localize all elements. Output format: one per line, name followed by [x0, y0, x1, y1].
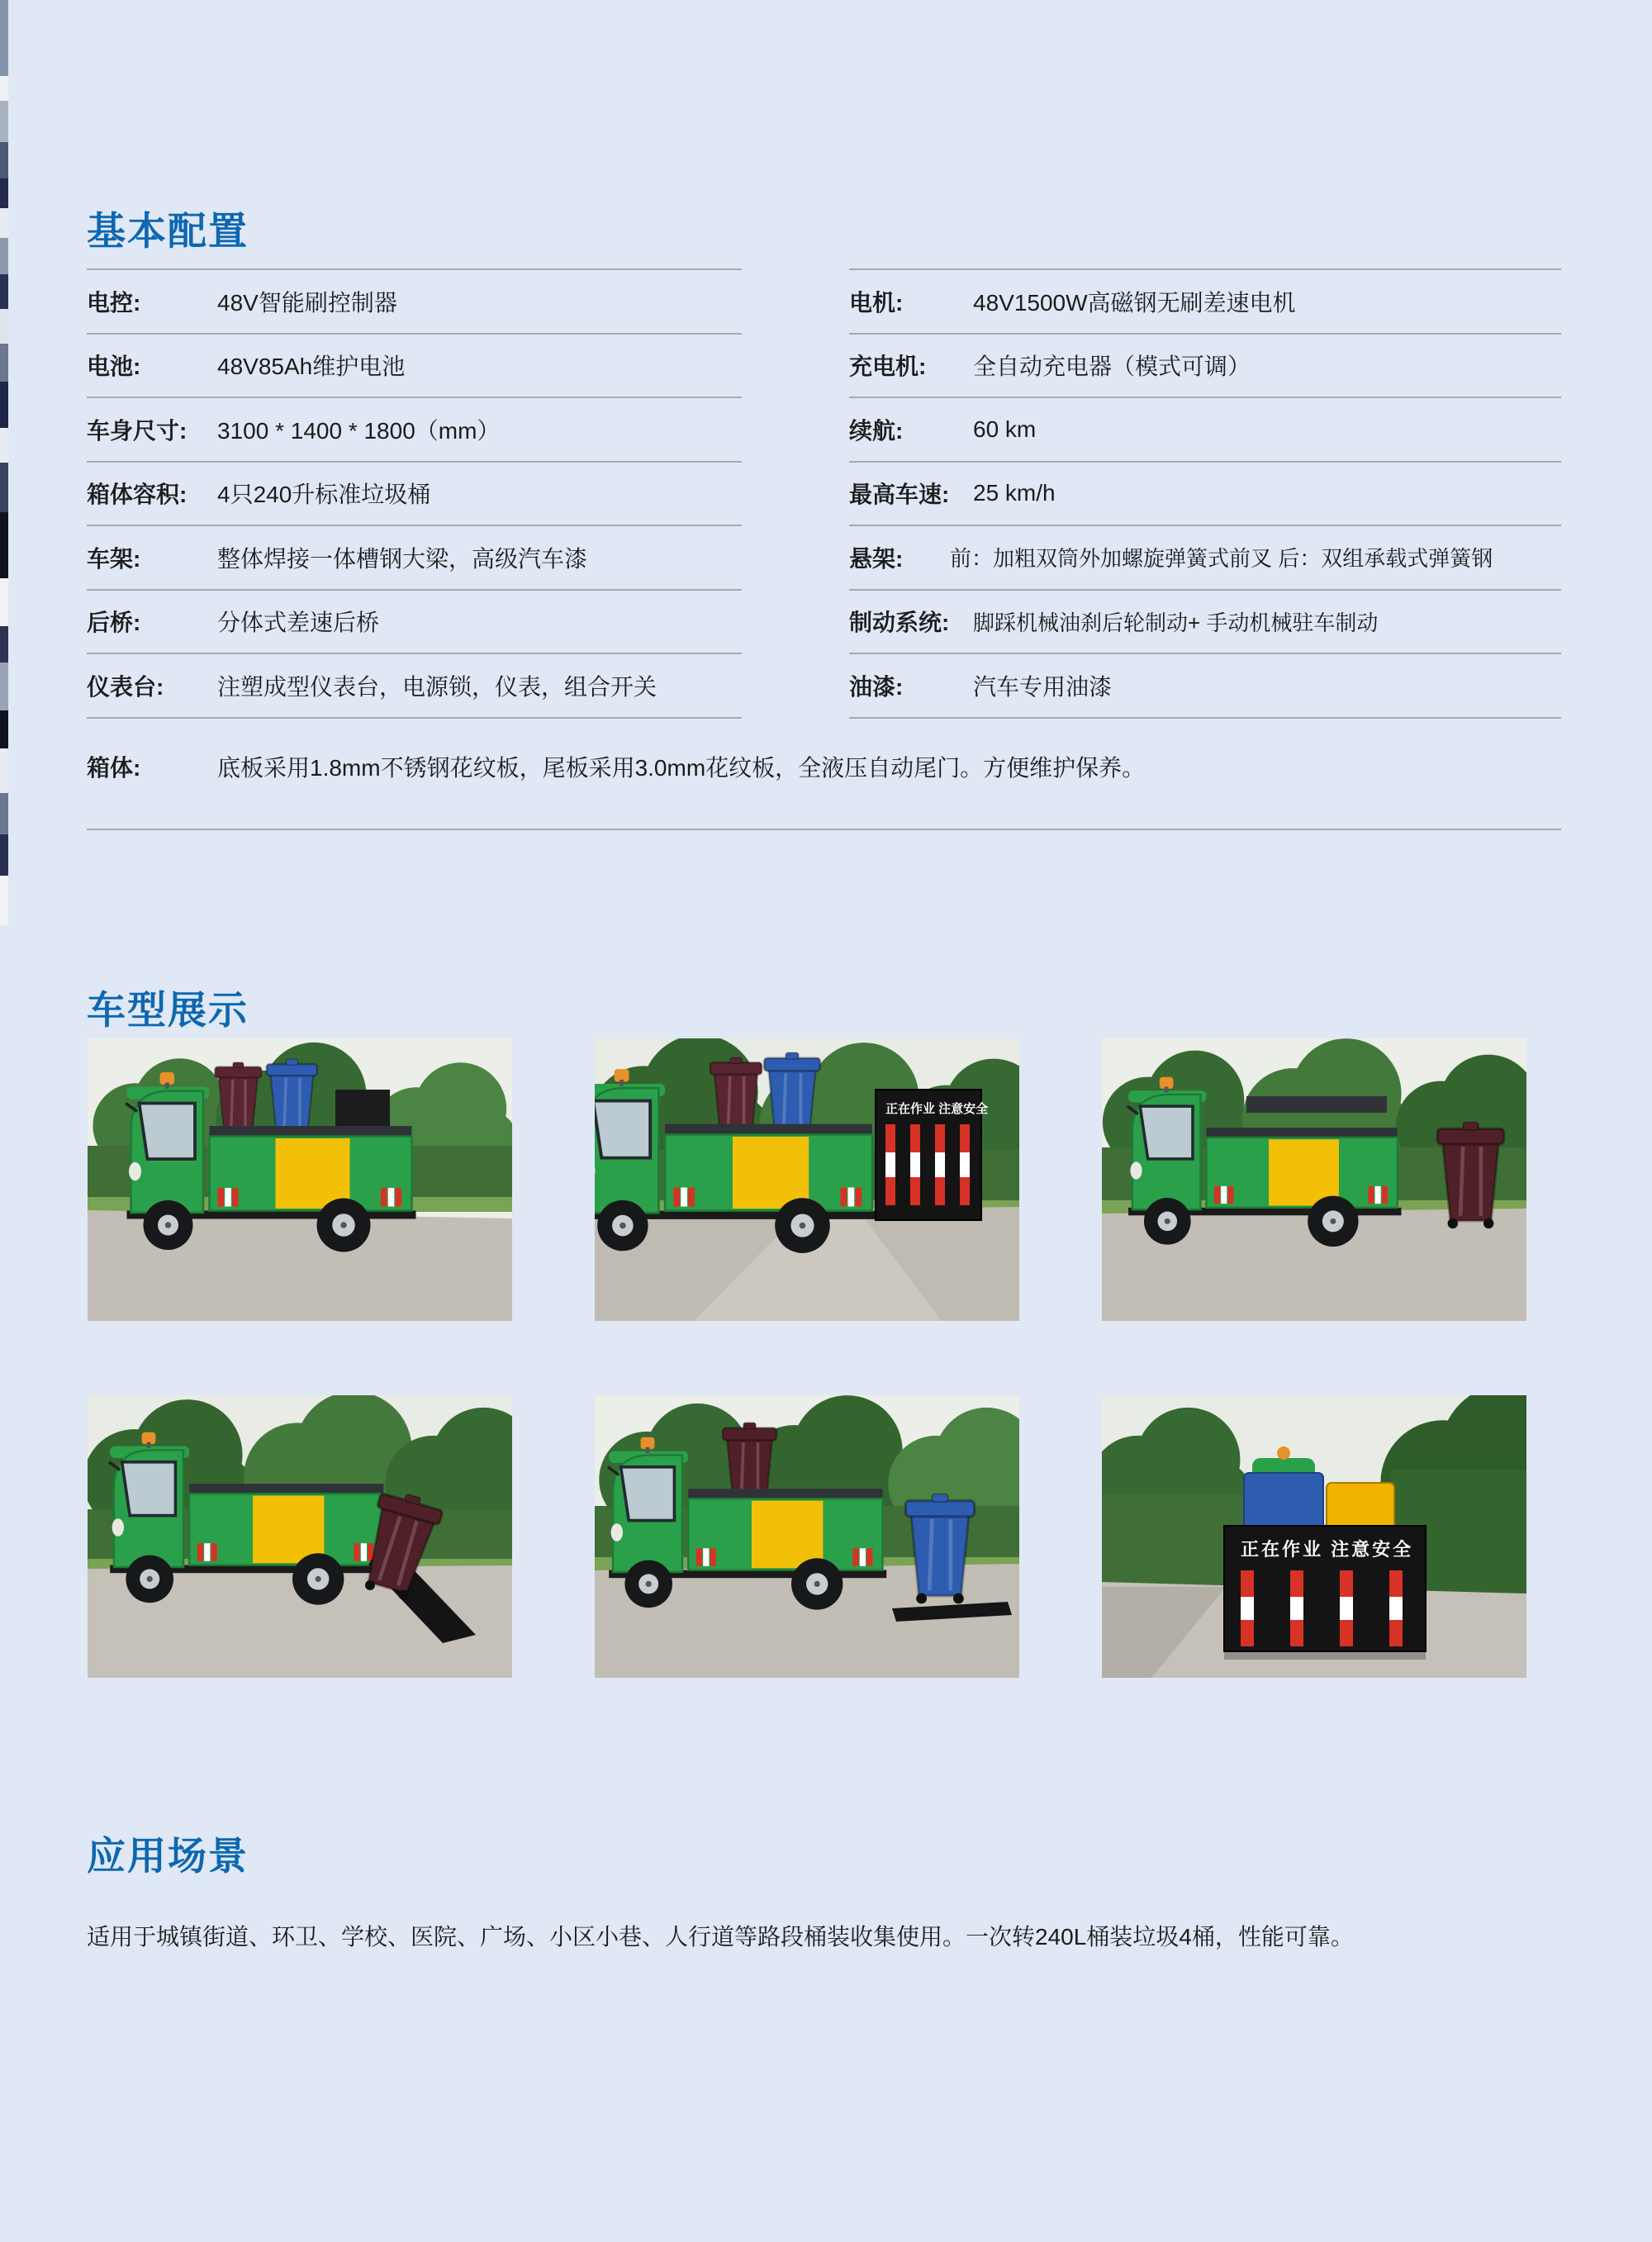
left-edge-segment: [0, 101, 8, 142]
basic-config-title: 基本配置: [87, 209, 249, 253]
application-title: 应用场景: [87, 1834, 249, 1878]
left-edge-segment: [0, 238, 8, 274]
spec-label: 油漆:: [849, 673, 904, 700]
left-edge-segment: [0, 626, 8, 663]
spec-row-range: [849, 397, 1561, 461]
spec-value: 脚踩机械油刹后轮制动+ 手动机械驻车制动: [973, 610, 1379, 635]
spec-label: 后桥:: [87, 610, 141, 636]
left-edge-segment: [0, 710, 8, 748]
spec-value: 48V智能刷控制器: [217, 289, 397, 316]
spec-value: 3100 * 1400 * 1800（mm）: [217, 417, 501, 444]
left-edge-strip: [0, 0, 8, 2242]
spec-row-cargo-box: [87, 719, 1561, 830]
spec-value: 25 km/h: [973, 480, 1056, 506]
spec-table-right-column: [849, 268, 1561, 719]
spec-label: 箱体容积:: [87, 482, 188, 508]
warning-tailboard: [1224, 1526, 1426, 1651]
vehicle-photo-4: [88, 1395, 512, 1678]
vehicle-photo-6: [1102, 1395, 1526, 1678]
spec-row-motor: [849, 268, 1561, 333]
spec-row-dimensions: [87, 397, 742, 461]
left-edge-segment: [0, 309, 8, 344]
spec-row-suspension: [849, 525, 1561, 589]
spec-row-charger: [849, 333, 1561, 397]
spec-row-dashboard: [87, 653, 742, 719]
spec-label: 续航:: [849, 417, 904, 444]
spec-label: 最高车速:: [849, 482, 950, 508]
vehicle-photo-3: [1102, 1038, 1526, 1321]
left-edge-segment: [0, 463, 8, 512]
spec-value: 4只240升标准垃圾桶: [217, 482, 431, 508]
left-edge-segment: [0, 834, 8, 876]
spec-row-rear-axle: [87, 589, 742, 653]
spec-row-top-speed: [849, 461, 1561, 525]
spec-value: 全自动充电器（模式可调）: [973, 354, 1251, 380]
spec-value: 整体焊接一体槽钢大梁，高级汽车漆: [217, 545, 588, 572]
left-edge-segment: [0, 178, 8, 208]
left-edge-segment: [0, 76, 8, 101]
spec-value: 48V1500W高磁钢无刷差速电机: [973, 289, 1296, 316]
spec-table-left-column: [87, 268, 742, 719]
left-edge-segment: [0, 382, 8, 428]
application-paragraph: 适用于城镇街道、环卫、学校、医院、广场、小区小巷、人行道等路段桶装收集使用。一次转240L桶装垃圾4桶，性能可靠。: [87, 1924, 1354, 1950]
spec-label: 制动系统:: [849, 610, 950, 636]
spec-row-box-capacity: [87, 461, 742, 525]
left-edge-segment: [0, 512, 8, 578]
spec-row-frame: [87, 525, 742, 589]
spec-row-brakes: [849, 589, 1561, 653]
vehicle-photo-1: [88, 1038, 512, 1321]
tailboard-sign-text: 正在作业 注意安全: [885, 1102, 989, 1116]
spec-label: 箱体:: [87, 755, 141, 781]
spec-label: 电机:: [849, 289, 904, 316]
spec-label: 车架:: [87, 545, 141, 572]
spec-value: 底板采用1.8mm不锈钢花纹板，尾板采用3.0mm花纹板，全液压自动尾门。方便维护保养。: [217, 755, 1146, 781]
left-edge-segment: [0, 344, 8, 382]
spec-value: 注塑成型仪表台，电源锁，仪表，组合开关: [217, 673, 657, 700]
tailboard-sign-text: 正在作业 注意安全: [1241, 1539, 1414, 1560]
vehicle-photo-5: [595, 1395, 1019, 1678]
spec-value: 前：加粗双筒外加螺旋弹簧式前叉 后：双组承载式弹簧钢: [950, 546, 1493, 572]
left-edge-segment: [0, 208, 8, 238]
spec-label: 车身尺寸:: [87, 417, 188, 444]
left-edge-segment: [0, 663, 8, 710]
spec-label: 电池:: [87, 354, 141, 380]
vehicle-photo-2: [595, 1038, 1019, 1321]
spec-value: 60 km: [973, 416, 1037, 442]
left-edge-segment: [0, 578, 8, 626]
spec-value: 48V85Ah维护电池: [217, 354, 406, 380]
left-edge-segment: [0, 876, 8, 925]
warning-tailboard: [876, 1090, 988, 1220]
spec-label: 电控:: [87, 289, 141, 316]
spec-value: 汽车专用油漆: [973, 673, 1113, 700]
left-edge-segment: [0, 142, 8, 178]
spec-label: 充电机:: [849, 354, 927, 380]
spec-label: 悬架:: [849, 545, 904, 572]
spec-row-paint: [849, 653, 1561, 719]
spec-row-controller: [87, 268, 742, 333]
spec-value: 分体式差速后桥: [217, 610, 380, 636]
left-edge-segment: [0, 0, 8, 76]
blue-bin: [1244, 1473, 1323, 1531]
model-gallery-title: 车型展示: [87, 988, 249, 1032]
left-edge-segment: [0, 428, 8, 463]
spec-row-battery: [87, 333, 742, 397]
left-edge-segment: [0, 274, 8, 309]
left-edge-segment: [0, 793, 8, 834]
spec-label: 仪表台:: [87, 673, 164, 700]
yellow-bin: [1327, 1483, 1394, 1531]
left-edge-segment: [0, 748, 8, 793]
